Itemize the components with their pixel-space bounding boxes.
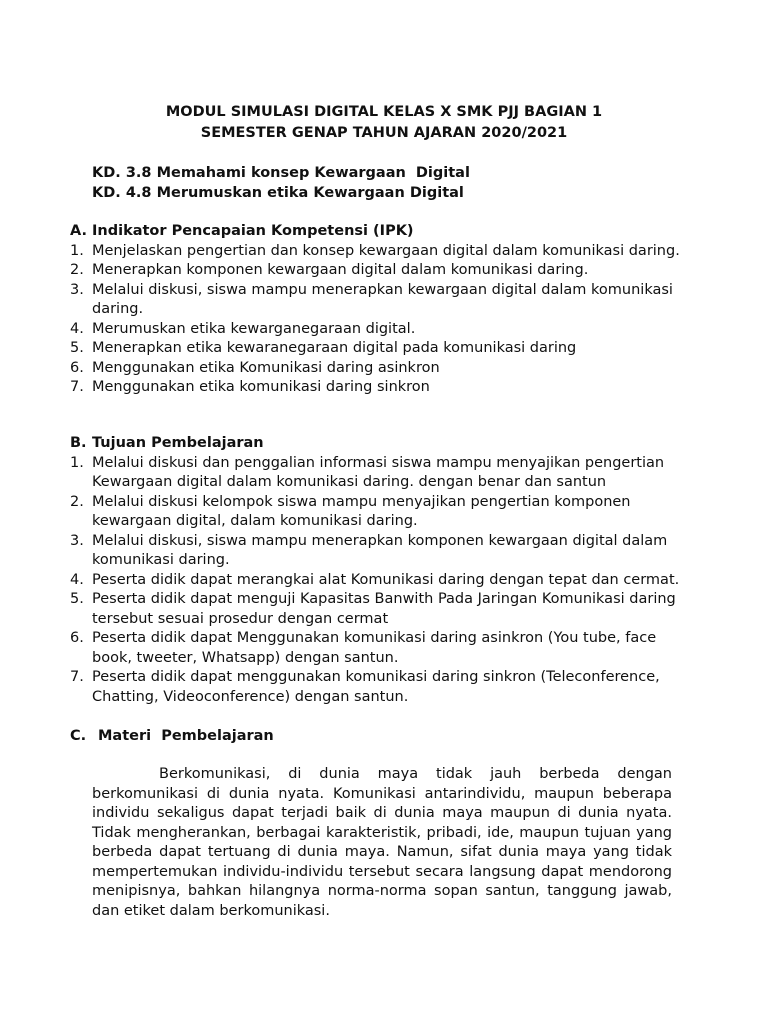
item-number: 1. bbox=[70, 242, 84, 259]
item-number: 2. bbox=[70, 262, 84, 278]
section-tujuan bbox=[70, 434, 690, 707]
materi-paragraph: Berkomunikasi, di dunia maya tidak jauh berbeda dengan berkomunikasi di dunia nyata. Komunikasi antarindividu, maupun beberapa individu sekaligus dapat terjadi baik di dunia maya maupun di dunia nyata. Tidak mengherankan, berbagai karakteristik, pribadi, ide, maupun tujuan yang berbeda dapat tertuang di dunia maya. Namun, sifat dunia maya yang tidak mempertemukan individu-individu tersebut secara langsung dapat mendorong menipisnya, bahkan hilangnya norma-norma sopan santun, tanggung jawab, dan etiket dalam berkomunikasi. bbox=[92, 766, 672, 919]
item-text: Melalui diskusi, siswa mampu menerapkan kewargaan digital dalam komunikasi daring. bbox=[92, 281, 673, 317]
item-number: 6. bbox=[70, 359, 84, 376]
document-title-line-1: MODUL SIMULASI DIGITAL KELAS X SMK PJJ BAGIAN 1 bbox=[165, 104, 603, 120]
item-text: Peserta didik dapat merangkai alat Komunikasi daring dengan tepat dan cermat. bbox=[92, 571, 680, 588]
item-text: Peserta didik dapat Menggunakan komunikasi daring asinkron (You tube, face book, tweeter, Whatsapp) dengan santun. bbox=[92, 630, 657, 666]
section-heading bbox=[70, 434, 690, 454]
list-item bbox=[70, 668, 690, 707]
section-heading bbox=[70, 727, 690, 747]
list-item bbox=[70, 339, 690, 359]
item-number: 7. bbox=[70, 669, 84, 685]
item-text: Melalui diskusi, siswa mampu menerapkan komponen kewargaan digital dalam komunikasi daring. bbox=[92, 532, 668, 568]
list-item bbox=[70, 261, 690, 281]
section-title: Tujuan Pembelajaran bbox=[92, 435, 264, 451]
section-title: Materi Pembelajaran bbox=[98, 728, 274, 744]
list-item bbox=[70, 359, 690, 379]
section-ipk bbox=[70, 222, 690, 398]
list-item bbox=[70, 454, 690, 493]
kd-line-1: KD. 3.8 Memahami konsep Kewargaan Digital bbox=[92, 165, 470, 181]
item-number: 5. bbox=[70, 340, 84, 356]
kd-line-2: KD. 4.8 Merumuskan etika Kewargaan Digital bbox=[92, 185, 464, 201]
section-heading bbox=[70, 222, 690, 242]
ipk-list bbox=[70, 242, 690, 398]
item-text: Peserta didik dapat menguji Kapasitas Banwith Pada Jaringan Komunikasi daring tersebut sesuai prosedur dengan cermat bbox=[92, 591, 676, 627]
list-item bbox=[70, 320, 690, 340]
item-number: 5. bbox=[70, 591, 84, 607]
section-letter: A. bbox=[70, 223, 87, 239]
item-number: 4. bbox=[70, 320, 84, 337]
list-item bbox=[70, 590, 690, 629]
list-item bbox=[70, 629, 690, 668]
section-letter: C. bbox=[70, 728, 87, 744]
list-item bbox=[70, 571, 690, 591]
section-letter: B. bbox=[70, 435, 87, 451]
item-text: Melalui diskusi dan penggalian informasi siswa mampu menyajikan pengertian Kewargaan digital dalam komunikasi daring. dengan benar dan santun bbox=[92, 454, 665, 490]
item-text: Peserta didik dapat menggunakan komunikasi daring sinkron (Teleconference, Chatting, Videoconference) dengan santun. bbox=[92, 669, 660, 705]
item-text: Menjelaskan pengertian dan konsep kewargaan digital dalam komunikasi daring. bbox=[92, 242, 680, 259]
item-text: Menggunakan etika Komunikasi daring asinkron bbox=[92, 359, 440, 376]
list-item bbox=[70, 242, 690, 262]
item-number: 3. bbox=[70, 281, 84, 298]
section-title: Indikator Pencapaian Kompetensi (IPK) bbox=[92, 223, 414, 239]
item-number: 1. bbox=[70, 454, 84, 471]
list-item bbox=[70, 493, 690, 532]
item-text: Menerapkan etika kewaranegaraan digital pada komunikasi daring bbox=[92, 340, 577, 356]
item-text: Merumuskan etika kewarganegaraan digital. bbox=[92, 320, 416, 337]
item-number: 7. bbox=[70, 379, 84, 395]
list-item bbox=[70, 532, 690, 571]
item-number: 3. bbox=[70, 532, 84, 549]
tujuan-list bbox=[70, 454, 690, 708]
list-item bbox=[70, 281, 690, 320]
section-materi bbox=[70, 727, 690, 747]
item-text: Menggunakan etika komunikasi daring sinkron bbox=[92, 379, 430, 395]
item-text: Melalui diskusi kelompok siswa mampu menyajikan pengertian komponen kewargaan digital, dalam komunikasi daring. bbox=[92, 493, 631, 529]
item-number: 2. bbox=[70, 493, 84, 510]
list-item bbox=[70, 378, 690, 398]
item-text: Menerapkan komponen kewargaan digital dalam komunikasi daring. bbox=[92, 262, 589, 278]
item-number: 4. bbox=[70, 571, 84, 588]
document-title-line-2: SEMESTER GENAP TAHUN AJARAN 2020/2021 bbox=[200, 125, 568, 141]
item-number: 6. bbox=[70, 630, 84, 646]
